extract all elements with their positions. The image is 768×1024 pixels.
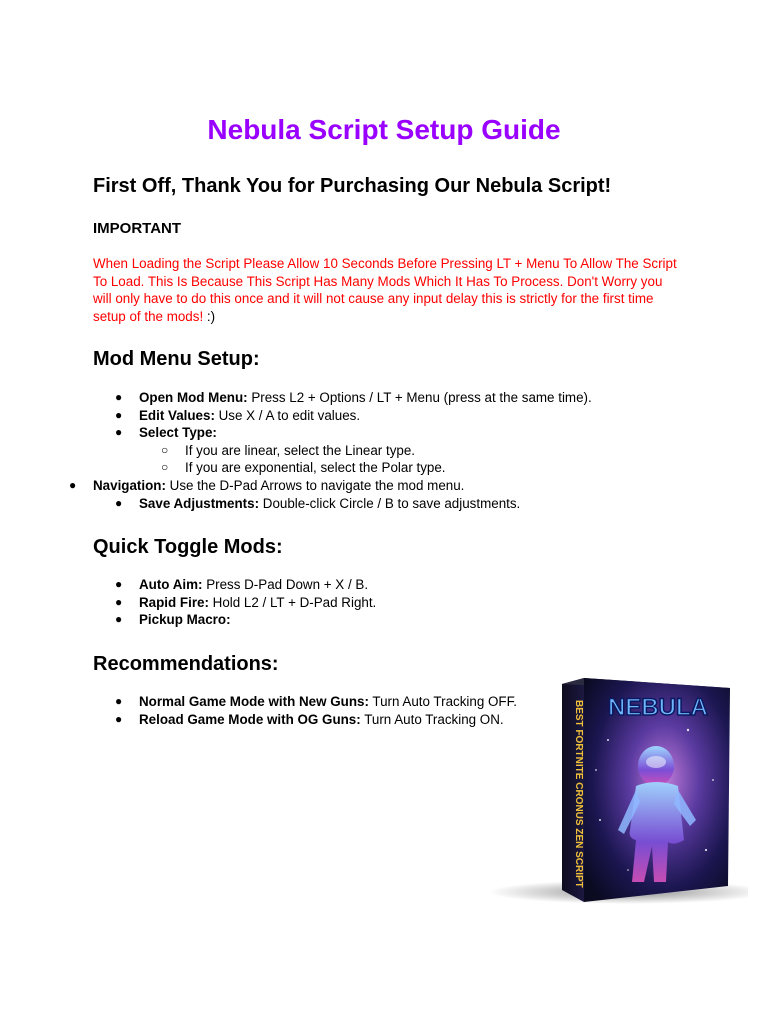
- page-title: Nebula Script Setup Guide: [207, 114, 561, 145]
- item-label: Save Adjustments:: [139, 495, 260, 511]
- recommendations-heading: Recommendations:: [93, 653, 279, 675]
- hollow-bullet-icon: ○: [161, 460, 169, 475]
- list-item: [93, 594, 693, 612]
- sub-list-item: [139, 459, 693, 477]
- item-label: Open Mod Menu:: [139, 390, 248, 405]
- list-item: [93, 424, 693, 477]
- bullet-icon: ●: [115, 577, 123, 591]
- bullet-icon: ●: [115, 694, 123, 708]
- sub-item-text: If you are linear, select the Linear type.: [185, 442, 416, 458]
- important-note: [93, 255, 683, 325]
- hollow-bullet-icon: ○: [161, 442, 169, 457]
- list-item: [47, 477, 693, 495]
- important-label: IMPORTANT: [93, 220, 182, 237]
- list-item: [93, 407, 693, 425]
- item-text: Press L2 + Options / LT + Menu (press at the same time).: [247, 390, 592, 405]
- item-text: Press D-Pad Down + X / B.: [202, 577, 369, 592]
- select-type-sublist: [139, 442, 693, 477]
- sub-item-text: If you are exponential, select the Polar type.: [185, 460, 446, 476]
- bullet-icon: ●: [115, 425, 123, 440]
- list-item: [93, 495, 693, 513]
- smile-text: :): [203, 308, 216, 324]
- item-label: Normal Game Mode with New Guns:: [139, 694, 369, 709]
- item-text: Use X / A to edit values.: [214, 407, 361, 423]
- bullet-icon: ●: [115, 711, 123, 726]
- bullet-icon: ●: [115, 495, 123, 510]
- item-label: Edit Values:: [139, 407, 215, 423]
- quick-toggle-list: [93, 576, 693, 629]
- nebula-product-box-image: [478, 670, 748, 910]
- item-label: Rapid Fire:: [139, 594, 209, 610]
- item-text: Turn Auto Tracking ON.: [360, 711, 504, 727]
- bullet-icon: ●: [115, 594, 123, 609]
- box-spine-text: BEST FORTNITE CRONUS ZEN SCRIPT: [573, 700, 584, 888]
- bullet-icon: ●: [115, 407, 123, 422]
- list-item: [93, 389, 693, 407]
- item-text: Use the D-Pad Arrows to navigate the mod menu.: [165, 477, 465, 493]
- item-text: Turn Auto Tracking OFF.: [368, 694, 518, 709]
- important-note-text: When Loading the Script Please Allow 10 Seconds Before Pressing LT + Menu To Allow The Script To Load. This Is Because This Script Has Many Mods Which It Has To Process. Don't Worry you will only have to do this once and it will not cause any input delay this is strictly for the first time setup of the mods!: [93, 256, 677, 324]
- list-item: [93, 611, 693, 629]
- item-label: Select Type:: [139, 425, 217, 441]
- item-text: Hold L2 / LT + D-Pad Right.: [208, 594, 377, 610]
- bullet-icon: ●: [115, 390, 123, 404]
- mod-menu-heading: Mod Menu Setup:: [93, 348, 260, 370]
- quick-toggle-heading: Quick Toggle Mods:: [93, 536, 283, 558]
- mod-menu-list: [69, 389, 693, 512]
- bullet-icon: ●: [69, 477, 77, 492]
- list-item: [93, 576, 693, 594]
- item-label: Reload Game Mode with OG Guns:: [139, 711, 361, 727]
- bullet-icon: ●: [115, 612, 123, 627]
- item-label: Navigation:: [93, 477, 166, 493]
- item-text: Double-click Circle / B to save adjustments.: [259, 495, 521, 511]
- thanks-heading: First Off, Thank You for Purchasing Our Nebula Script!: [93, 175, 612, 197]
- sub-list-item: [139, 442, 693, 460]
- box-logo: NEBULA: [608, 694, 708, 721]
- item-label: Pickup Macro:: [139, 612, 231, 628]
- item-label: Auto Aim:: [139, 577, 203, 592]
